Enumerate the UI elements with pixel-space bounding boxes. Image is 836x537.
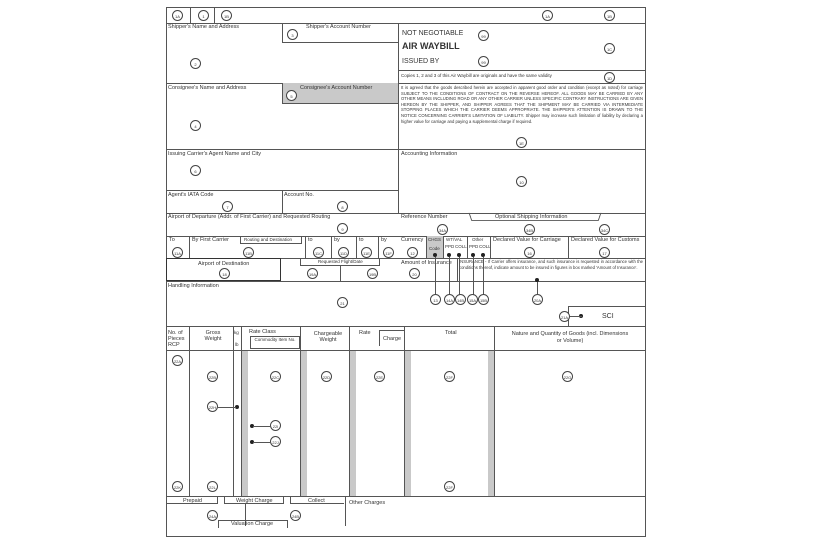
ref-7: 7 [222,201,233,212]
ref-1-top: 1 [198,10,209,21]
weight-charge-label: Weight Charge [236,498,273,504]
rate-label: Rate [359,330,371,336]
ref-22h: 22H [207,401,218,412]
ref-22j: 22J [270,436,281,447]
departure-label: Airport of Departure (Addr. of First Carrier) and Requested Routing [168,214,331,220]
account-no-label: Account No. [284,192,314,198]
ref-24a: 24A [207,510,218,521]
ref-15a: 15A [467,294,478,305]
other-charges-label: Other Charges [349,500,386,506]
ref-19b: 19B [367,268,378,279]
ref-22c: 22C [270,371,281,382]
by2-label: by [334,237,340,243]
chgs-label: CHGS [428,237,442,242]
ppd1-label: PPD [445,244,455,249]
insurance-text: INSURANCE - If Carrier offers insurance, and such insurance is requested in accordance with the conditions thereof, indicate amount to be insured in figures in box marked 'Amount of Insurance'. [459,259,643,270]
prepaid-label: Prepaid [183,498,202,504]
to-label: To [169,237,175,243]
total-label: Total [445,330,457,336]
lb-label: lb [235,342,239,347]
to3-label: to [359,237,364,243]
ref-3: 3 [287,29,298,40]
ref-14b: 14B [455,294,466,305]
chargeable-bar [301,350,307,496]
collect-label: Collect [308,498,325,504]
ref-11e: 11E [361,247,372,258]
conditions-text: It is agreed that the goods described herein are accepted in apparent good order and condition (except as noted) for carriage SUBJECT TO THE CONDITIONS OF CONTRACT ON THE REVERSE HEREOF. ALL GOODS MAY BE CARRIED BY ANY OTHER MEANS INCLUDING ROAD OR ANY OTHER CARRIER UNLESS SPECIFIC CONTRARY INSTRUCTIONS ARE GIVEN HEREON BY THE SHIPPER, AND SHIPPER AGREES THAT THE SHIPMENT MAY BE CARRIED VIA INTERMEDIATE STOPPING PLACES WHICH THE CARRIER DEEMS APPROPRIATE. THE SHIPPER'S ATTENTION IS DRAWN TO THE NOTICE CONCERNING CARRIER'S LIMITATION OF LIABILITY. Shipper may increase such limitation of liability by declaring a higher value for carriage and paying a supplemental charge if required. [401,85,643,124]
air-waybill-title: AIR WAYBILL [402,41,460,51]
not-negotiable: NOT NEGOTIABLE [402,30,464,37]
ref-20a: 20A [532,294,543,305]
ref-1e: 1E [516,137,527,148]
kg-label: kg [234,330,239,335]
pieces-label: No. of Pieces RCP [168,330,185,348]
rate-class-label: Rate Class [249,329,276,335]
ref-12: 12 [407,247,418,258]
ref-22g: 22G [562,371,573,382]
ref-1a-top: 1A [172,10,183,21]
ref-11b: 11B [243,247,254,258]
ref-11a: 11A [172,247,183,258]
airport-destination-label: Airport of Destination [198,261,250,267]
ref-5: 5 [286,90,297,101]
ref-34b: 34B [524,224,535,235]
ref-99-a: 99 [478,30,489,41]
ref-20: 20 [409,268,420,279]
commodity-label: Commodity Item No. [254,337,296,342]
issued-by: ISSUED BY [402,58,440,65]
handling-label: Handling Information [168,283,219,289]
sci-label: SCI [602,313,614,320]
ref-4: 4 [190,120,201,131]
rate-bar [350,350,356,496]
ref-2: 2 [190,58,201,69]
ref-17: 17 [599,247,610,258]
ref-24b: 24B [290,510,301,521]
to2-label: to [308,237,313,243]
ref-22m: 22F [444,481,455,492]
ref-15b: 15B [478,294,489,305]
ref-1c: 1C [604,43,615,54]
ref-13-ins: 13 [430,294,441,305]
ref-16: 16 [524,247,535,258]
currency-label: Currency [401,237,424,243]
requested-flight-label: Requested Flight/Date [318,259,363,264]
ref-22k: 22K [172,481,183,492]
ref-14a: 14A [444,294,455,305]
amount-insurance-label: Amount of Insurance [401,260,452,266]
declared-carriage-label: Declared Value for Carriage [493,237,561,243]
rate-class-bar [242,350,248,496]
ref-22f: 22F [444,371,455,382]
wtval-label: WT/VAL [446,237,463,242]
routing-destination-label: Routing and Destination [244,237,293,242]
ref-34a: 34A [437,224,448,235]
by-first-carrier-label: By First Carrier [192,237,229,243]
ref-22b: 22B [207,371,218,382]
ref-9: 9 [337,223,348,234]
ref-10: 10 [516,176,527,187]
ref-11c: 11C [313,247,324,258]
ppd2-label: PPD [469,244,479,249]
ref-6: 6 [190,165,201,176]
consignee-name-label: Consignee's Name and Address [168,85,247,91]
gross-weight-label: Gross Weight [204,330,222,342]
charge-label: Charge [383,336,402,342]
ref-34c: 34C [599,224,610,235]
consignee-account-label: Consignee's Account Number [300,85,373,91]
code-label: Code [429,246,440,251]
ref-19a: 19A [307,268,318,279]
ref-22i: 22I [270,420,281,431]
iata-code-label: Agent's IATA Code [168,192,214,198]
by3-label: by [381,237,387,243]
ref-22e: 22E [374,371,385,382]
shipper-account-label: Shipper's Account Number [306,24,371,30]
coll1-label: COLL [455,244,467,249]
copies-text: Copies 1, 2 and 3 of this Air Waybill are originals and have the same validity [401,73,552,78]
ref-21: 21 [337,297,348,308]
ref-22l: 22L [207,481,218,492]
reference-number-label: Reference Number [401,214,448,220]
ref-22d: 22D [321,371,332,382]
ref-18: 18 [219,268,230,279]
ref-99-b: 99 [478,56,489,67]
ref-11d: 11D [338,247,349,258]
ref-22a: 22A [172,355,183,366]
ref-1a-top-right: 1A [542,10,553,21]
total-bar-left [405,350,411,496]
ref-1b-top-right: 1B [604,10,615,21]
agent-label: Issuing Carrier's Agent Name and City [168,151,262,157]
nature-goods-label: Nature and Quantity of Goods (incl. Dimensions or Volume) [511,331,629,344]
optional-shipping-label: Optional Shipping Information [495,214,568,220]
ref-21a: 21A [559,311,570,322]
declared-customs-label: Declared Value for Customs [571,237,640,243]
valuation-charge-label: Valuation Charge [231,521,274,527]
ref-11f: 11F [383,247,394,258]
ref-8: 8 [337,201,348,212]
ref-1b-top: 1B [221,10,232,21]
chargeable-weight-label: Chargeable Weight [313,331,343,343]
coll2-label: COLL [479,244,491,249]
ref-1d: 1D [604,72,615,83]
accounting-label: Accounting Information [401,151,458,157]
other-label: Other [472,237,484,242]
shipper-name-label: Shipper's Name and Address [168,24,240,30]
